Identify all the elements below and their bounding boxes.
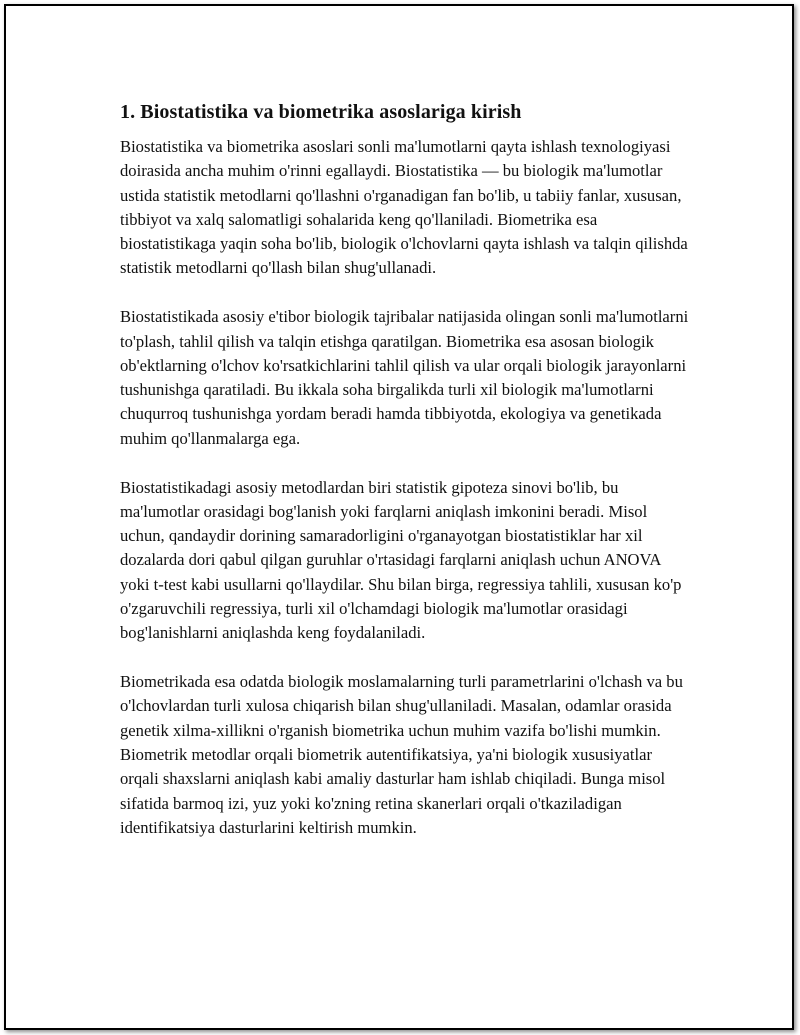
paragraph-2: Biostatistikada asosiy e'tibor biologik tajribalar natijasida olingan sonli ma'lumotlarni to'plash, tahlil qilish va talqin etishga qaratilgan. Biometrika esa asosan biologik ob'ektlarning o'lchov ko'rsatkichlarini tahlil qilish va ular orqali biologik jarayonlarni tushunishga qaratiladi. Bu ikkala soha birgalikda turli xil biologik ma'lumotlarni chuqurroq tushunishga yordam beradi hamda tibbiyotda, ekologiya va genetikada muhim qo'llanmalarga ega. bbox=[120, 307, 689, 448]
paragraph-4: Biometrikada esa odatda biologik moslamalarning turli parametrlarini o'lchash va bu o'lchovlardan turli xulosa chiqarish bilan shug'ullaniladi. Masalan, odamlar orasida genetik xilma-xillikni o'rganish biometrika uchun muhim vazifa bo'lishi mumkin. Biometrik metodlar orqali biometrik autentifikatsiya, ya'ni biologik xususiyatlar orqali shaxslarni aniqlash kabi amaliy dasturlar ham ishlab chiqiladi. Bunga misol sifatida barmoq izi, yuz yoki ko'zning retina skanerlari orqali o'tkaziladigan identifikatsiya dasturlarini keltirish mumkin. bbox=[120, 672, 683, 837]
paragraph-1: Biostatistika va biometrika asoslari sonli ma'lumotlarni qayta ishlash texnologiyasi doirasida ancha muhim o'rinni egallaydi. Biostatistika — bu biologik ma'lumotlar ustida statistik metodlarni qo'llashni o'rganadigan fan bo'lib, u tabiiy fanlar, xususan, tibbiyot va xalq salomatligi sohalarida keng qo'llaniladi. Biometrika esa biostatistikaga yaqin soha bo'lib, biologik o'lchovlarni qayta ishlash va talqin qilishda statistik metodlarni qo'llash bilan shug'ullanadi. bbox=[120, 137, 688, 278]
paragraph-3: Biostatistikadagi asosiy metodlardan biri statistik gipoteza sinovi bo'lib, bu ma'lumotlar orasidagi bog'lanish yoki farqlarni aniqlash imkonini beradi. Misol uchun, qandaydir dorining samaradorligini o'rganayotgan biostatistiklar har xil dozalarda dori qabul qilgan guruhlar o'rtasidagi farqlarni aniqlash uchun ANOVA yoki t-test kabi usullarni qo'llaydilar. Shu bilan birga, regressiya tahlili, xususan ko'p o'zgaruvchili regressiya, turli xil o'lchamdagi biologik ma'lumotlar orasidagi bog'lanishlarni aniqlashda keng foydalaniladi. bbox=[120, 477, 682, 643]
document-page bbox=[4, 4, 794, 1030]
section-heading: 1. Biostatistika va biometrika asoslariga kirish bbox=[120, 101, 522, 123]
document-body bbox=[120, 98, 692, 865]
